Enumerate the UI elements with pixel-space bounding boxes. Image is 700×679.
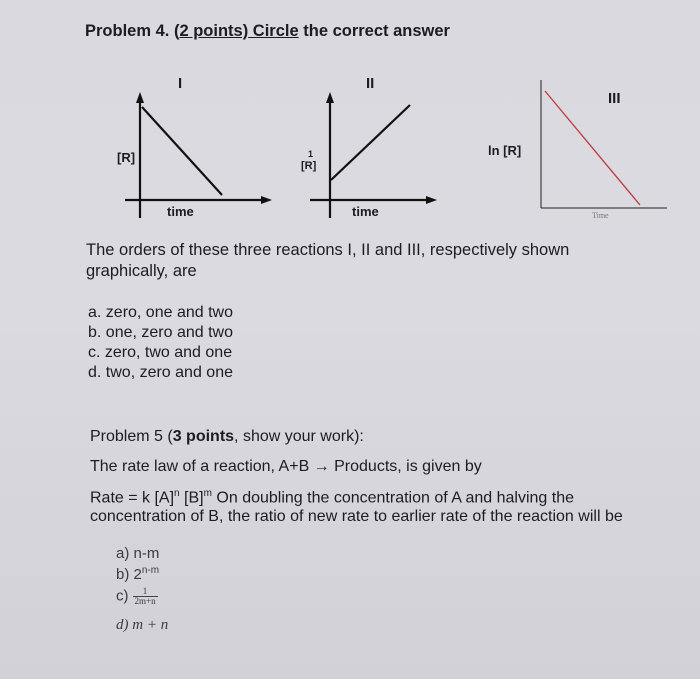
graph-3-xlabel: Time: [592, 211, 609, 220]
graph-2-line: [331, 105, 410, 180]
fraction: $\frac{1}{2m+n}$: [134, 586, 156, 606]
problem5-line3: concentration of B, the ratio of new rate to earlier rate of the reaction will be: [90, 508, 623, 525]
problem4-title: Problem 4. (2 points) Circle the correct answer: [85, 22, 450, 40]
graph-1: [125, 92, 272, 218]
graph-1-x-arrow: [261, 196, 272, 204]
graph-2-x-arrow: [426, 196, 437, 204]
graph-2-ylabel-prefix: 1: [308, 149, 314, 159]
graph-3: [541, 80, 667, 208]
problem5-option-a[interactable]: a) n-m: [116, 545, 160, 562]
graph-3-numeral: III: [608, 90, 621, 107]
graph-2-y-arrow: [326, 92, 334, 103]
graph-1-ylabel: [R]: [117, 150, 136, 165]
graph-2-ylabel: 1 [R]: [301, 149, 317, 172]
option-b[interactable]: b. one, zero and two: [88, 324, 233, 341]
graph-1-xlabel: time: [167, 204, 194, 219]
graph-1-numeral: I: [178, 75, 183, 92]
graph-2-numeral: II: [366, 75, 375, 92]
graph-1-y-arrow: [136, 92, 144, 103]
problem5-option-c[interactable]: c) $\frac{1}{2m+n}$: [116, 586, 156, 606]
graph-2: [310, 92, 437, 218]
graph-3-line: [545, 91, 640, 205]
graph-1-line: [142, 107, 222, 195]
circle-text: Circle: [248, 22, 299, 40]
problem5-option-d[interactable]: d) m + n: [116, 617, 169, 633]
points-text: 2 points): [179, 22, 249, 40]
option-c[interactable]: c. zero, two and one: [88, 344, 233, 361]
option-d[interactable]: d. two, zero and one: [88, 364, 233, 381]
option-a[interactable]: a. zero, one and two: [88, 304, 233, 321]
graph-2-xlabel: time: [352, 204, 379, 219]
problem5-line2: Rate = k $[A]^n$ $[B]^m$ On doubling the concentration of A and halving the: [90, 488, 575, 507]
graph-3-ylabel: ln [R]: [488, 143, 522, 158]
problem5-heading: Problem 5 (3 points, show your work):: [90, 428, 364, 445]
problem5-option-b[interactable]: b) 2$^{n-m}$: [116, 565, 160, 583]
problem4-question: The orders of these three reactions I, II and III, respectively shown graphically, are: [86, 241, 570, 280]
problem5-line1: The rate law of a reaction, A+B → Products, is given by: [90, 458, 482, 475]
